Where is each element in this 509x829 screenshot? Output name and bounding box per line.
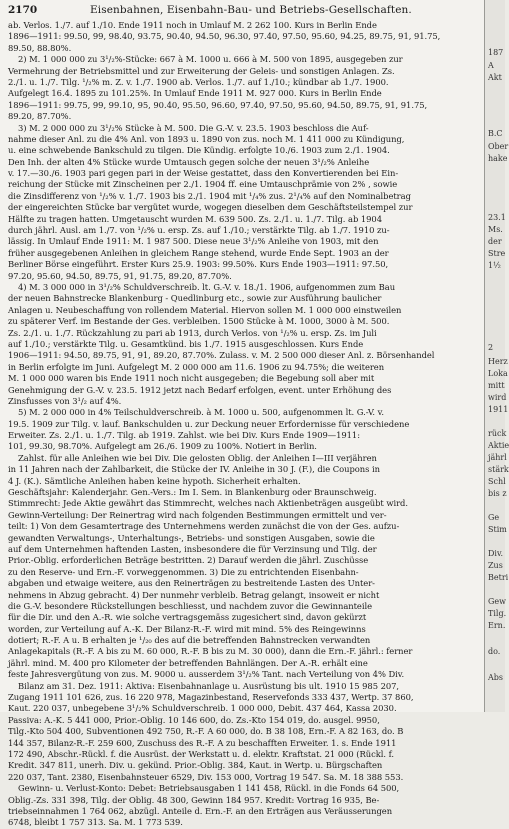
text-line: der eingereichten Stücke bar vergütet wurde, wogegen dieselben dem Geschäftsteilstempel zur	[8, 202, 413, 213]
adjacent-page-fragment: Schl	[488, 477, 506, 486]
text-line: in 11 Jahren nach der Zahlbarkeit, die Stücke der IV. Anleihe in 30 J. (F.), die Coupons in	[8, 464, 380, 475]
text-line: früher ausgegebenen Anleihen in gleichem Range stehend, wurde Ende Sept. 1903 an der	[8, 247, 389, 258]
adjacent-page-fragment: do.	[488, 647, 501, 656]
adjacent-page-fragment: Stre	[488, 249, 506, 258]
text-line: Geschäftsjahr: Kalenderjahr. Gen.-Vers.: Im I. Sem. in Blankenburg oder Braunschweig.	[8, 487, 377, 498]
adjacent-page-fragment: Div.	[488, 549, 504, 558]
text-line: 89.50, 88.80%.	[8, 42, 72, 53]
text-line: Zugang 1911 101 626, zus. 16 220 978, Magazinbestand, Reservefonds 333 437, Wertp. 37 860,	[8, 692, 414, 703]
text-line: Den Inh. der alten 4% Stücke wurde Umtausch gegen solche der neuen 3¹/₂% Anleihe	[8, 156, 370, 167]
text-line: 1906—1911: 94.50, 89.75, 91, 91, 89.20, 87.70%. Zulass. v. M. 2 500 000 dieser Anl. z. Börsenhandel	[8, 350, 435, 361]
text-line: in Berlin erfolgte im Juni. Aufgelegt M. 2 000 000 am 11.6. 1906 zu 94.75%; die weiteren	[8, 361, 385, 372]
text-line: dotiert; R.-F. A u. B erhalten je ¹/₂₀ des auf die betreffenden Bahnstrecken verwandten	[8, 635, 371, 646]
text-line: 89.20, 87.70%.	[8, 111, 72, 122]
text-line: Tilg.-Kto 504 400, Subventionen 492 750, R.-F. A 60 000, do. B 38 108, Ern.-F. A 82 163, do. B	[8, 726, 404, 737]
text-line: 220 037, Tant. 2380, Eisenbahnsteuer 6529, Div. 153 000, Vortrag 19 547. Sa. M. 18 388 553.	[8, 771, 404, 782]
text-line: durch jährl. Ausl. am 1./7. von ¹/₂% u. ersp. Zs. auf 1./10.; verstärkte Tilg. ab 1./7. 1910 zu-	[8, 225, 390, 236]
text-line: Zahlst. für alle Anleihen wie bei Div. Die gelosten Oblig. der Anleihen I—III verjähren	[18, 452, 377, 463]
text-line: Stimmrecht: Jede Aktie gewährt das Stimmrecht, welches nach Aktienbeträgen ausgeübt wird.	[8, 498, 408, 509]
text-line: der neuen Bahnstrecke Blankenburg - Quedlinburg etc., sowie zur Ausführung baulicher	[8, 293, 382, 304]
text-line: worden, zur Verteilung auf A.-K. Der Bilanz-R.-F. wird mit mind. 5% des Reingewinns	[8, 623, 366, 634]
text-line: 172 490, Abschr.-Rückl. f. die Ausrüst. der Werkstatt u. d. elektr. Kraftstat. 21 000 (Rückl. f.	[8, 749, 394, 759]
text-line: zu den Reserve- und Ern.-F. vorweggenommen. 3) Die zu entrichtenden Eisenbahn-	[8, 566, 359, 577]
text-line: jährl. mind. M. 400 pro Kilometer der betreffenden Bahnlängen. Der A.-R. erhält eine	[8, 657, 368, 668]
text-line: Kredit. 347 811, unerh. Div. u. gekünd. Prior.-Oblig. 384, Kaut. in Wertp. u. Bürgschaften	[8, 760, 383, 771]
adjacent-page-fragment: Loka	[488, 369, 508, 378]
adjacent-page-fragment: hake	[488, 154, 508, 163]
adjacent-page-fragment: Akt	[488, 73, 502, 82]
text-line: Anlagen u. Neubeschaffung von rollendem Material. Hiervon sollen M. 1 000 000 einstweilen	[8, 304, 402, 315]
text-line: abgaben und etwaige weitere, aus den Reinerträgen zu bestreitende Lasten des Unter-	[8, 578, 375, 589]
adjacent-page-fragment: B.C	[488, 129, 503, 138]
document-body	[8, 20, 482, 829]
text-line: Zinsfusses von 3¹/₂ auf 4%.	[8, 395, 122, 406]
adjacent-page-fragment: Tilg.	[488, 609, 507, 618]
text-line: auf 1./10.; verstärkte Tilg. u. Gesamtkünd. bis 1./7. 1915 ausgeschlossen. Kurs Ende	[8, 338, 364, 349]
text-line: 97.20, 95.60, 94.50, 89.75, 91, 91.75, 89.20, 87.70%.	[8, 270, 232, 281]
page-header	[8, 3, 484, 17]
text-line: Anlagekapitals (R.-F. A bis zu M. 60 000, R.-F. B bis zu M. 30 000), dann die Ern.-F. jährl.: ferner	[8, 646, 413, 657]
text-line: 3) M. 2 000 000 zu 3¹/₂% Stücke à M. 500. Die G.-V. v. 23.5. 1903 beschloss die Auf-	[18, 122, 369, 133]
text-line: zu späterer Verf. im Bestande der Ges. verbleiben. 1500 Stücke à M. 1000, 3000 à M. 500.	[8, 316, 390, 327]
text-line: v. 17.—30./6. 1903 pari gegen pari in der Weise gestattet, dass den Konvertierenden bei Ein-	[8, 168, 399, 179]
text-line: 6748, bleibt 1 757 313. Sa. M. 1 773 539.	[8, 817, 183, 828]
adjacent-page-fragment: wird	[488, 393, 507, 402]
adjacent-page-fragment: Betri	[488, 573, 509, 582]
text-line: 4) M. 3 000 000 in 3¹/₂% Schuldverschreib. lt. G.-V. v. 18./1. 1906, aufgenommen zum Bau	[18, 281, 396, 292]
text-line: 2./1. u. 1./7. Tilg. ¹/₂% m. Z. v. 1./7. 1900 ab. Verlos. 1./7. auf 1./10.; kündbar ab 1./7. 1900.	[8, 76, 389, 87]
text-line: ab. Verlos. 1./7. auf 1./10. Ende 1911 noch in Umlauf M. 2 262 100. Kurs in Berlin Ende	[8, 20, 377, 30]
text-line: triebseinnahmen 1 764 062, abzügl. Anteile d. Ern.-F. an den Erträgen aus Veräusserungen	[8, 805, 393, 816]
text-line: Kaut. 220 037, unbegebene 3¹/₂% Schuldverschreib. 1 000 000, Debit. 437 464, Kassa 2030.	[8, 703, 397, 714]
page-number: 2170	[8, 4, 38, 16]
text-line: Hälfte zu tragen hatten. Umgetauscht wurden M. 639 500. Zs. 2./1. u. 1./7. Tilg. ab 1904	[8, 213, 382, 224]
text-line: Berliner Börse eingeführt. Erster Kurs 25.9. 1903: 99.50%. Kurs Ende 1903—1911: 97.50,	[8, 259, 389, 270]
text-line: feste Jahresvergütung von zus. M. 9000 u. ausserdem 3¹/₂% Tant. nach Verteilung von 4% Div.	[8, 669, 405, 680]
adjacent-page-fragment: Zus	[488, 561, 503, 570]
running-title: Eisenbahnen, Eisenbahn-Bau- und Betriebs-Gesellschaften.	[90, 4, 412, 16]
adjacent-page-fragment: stärk	[488, 465, 509, 474]
adjacent-page-fragment: Abs	[488, 673, 504, 682]
text-line: Aufgelegt 16.4. 1895 zu 101.25%. In Umlauf Ende 1911 M. 927 000. Kurs in Berlin Ende	[8, 88, 382, 99]
text-line: u. eine schwebende Bankschuld zu tilgen. Die Kündig. erfolgte 10./6. 1903 zum 2./1. 1904.	[8, 145, 390, 156]
adjacent-page-fragment: 1911	[488, 405, 509, 414]
text-line: teilt: 1) Von dem Gesamtertrage des Unternehmens werden zunächst die von der Ges. aufzu-	[8, 521, 400, 532]
adjacent-page-fragment: Stim	[488, 525, 507, 534]
adjacent-page-fragment: A	[488, 61, 494, 70]
text-line: nehmens in Abzug gebracht. 4) Der nunmehr verbleib. Betrag gelangt, insoweit er nicht	[8, 589, 380, 600]
text-line: Oblig.-Zs. 331 398, Tilg. der Oblig. 48 300, Gewinn 184 957. Kredit: Vortrag 16 935, Be-	[8, 794, 380, 805]
adjacent-page-fragment: Ge	[488, 513, 500, 522]
text-line: 101, 99.30, 98.70%. Aufgelegt am 26./6. 1909 zu 100%. Notiert in Berlin.	[8, 441, 317, 452]
adjacent-page-fragment: 1½	[488, 261, 501, 270]
text-line: 19.5. 1909 zur Tilg. v. lauf. Bankschulden u. zur Deckung neuer Erfordernisse für verschiedene	[8, 418, 410, 429]
adjacent-page-edge	[484, 0, 509, 712]
text-line: die G.-V. besondere Rückstellungen beschliesst, und nachdem zuvor die Gewinnanteile	[8, 600, 372, 611]
text-line: auf dem Unternehmen haftenden Lasten, insbesondere die für Verzinsung und Tilg. der	[8, 543, 377, 554]
adjacent-page-fragment: Ms.	[488, 225, 503, 234]
adjacent-page-fragment: 2	[488, 343, 494, 352]
text-line: Prior.-Oblig. erforderlichen Beträge bestritten. 2) Darauf werden die jährl. Zuschüsse	[8, 555, 369, 566]
text-line: Zs. 2./1. u. 1./7. Rückzahlung zu pari ab 1913, durch Verlos. von ¹/₂% u. ersp. Zs. im Juli	[8, 327, 377, 338]
text-line: Gewinn- u. Verlust-Konto: Debet: Betriebsausgaben 1 141 458, Rückl. in die Fonds 64 500,	[18, 783, 400, 794]
text-line: Bilanz am 31. Dez. 1911: Aktiva: Eisenbahnanlage u. Ausrüstung bis ult. 1910 15 985 207,	[18, 680, 400, 691]
adjacent-page-fragment: mitt	[488, 381, 505, 390]
adjacent-page-fragment: Ern.	[488, 621, 506, 630]
text-line: 144 357, Bilanz-R.-F. 259 600, Zuschuss des R.-F. A zu beschafften Erweiter. 1. s. Ende 1911	[8, 737, 397, 748]
adjacent-page-fragment: jährl	[488, 453, 507, 462]
text-line: gewandten Verwaltungs-, Unterhaltungs-, Betriebs- und sonstigen Ausgaben, sowie die	[8, 532, 375, 543]
text-line: reichung der Stücke mit Zinscheinen per 2./1. 1904 ff. eine Umtauschprämie von 2% , sowie	[8, 179, 398, 190]
adjacent-page-fragment: Aktie	[488, 441, 509, 450]
adjacent-page-fragment: Gew	[488, 597, 506, 606]
adjacent-page-fragment: Ober	[488, 142, 509, 151]
text-line: Genehmigung der G.-V. v. 23.5. 1912 jetzt nach Bedarf erfolgen, event. unter Erhöhung des	[8, 384, 392, 395]
adjacent-page-fragment: rück	[488, 429, 507, 438]
adjacent-page-fragment: 187	[488, 48, 504, 57]
text-line: nahme dieser Anl. zu die 4% Anl. von 1893 u. 1890 von zus. noch M. 1 411 000 zu Kündigung,	[8, 133, 405, 144]
adjacent-page-fragment: Herz	[488, 357, 508, 366]
text-line: die Zinsdifferenz von ¹/₂% v. 1./7. 1903 bis 2./1. 1904 mit ¹/₄% zus. 2¹/₄% auf den Nominalbetrag	[8, 190, 411, 201]
adjacent-page-fragment: bis z	[488, 489, 507, 498]
adjacent-page-fragment: der	[488, 237, 502, 246]
text-line: 5) M. 2 000 000 in 4% Teilschuldverschreib. à M. 1000 u. 500, aufgenommen lt. G.-V. v.	[18, 407, 384, 418]
text-line: Gewinn-Verteilung: Der Reinertrag wird nach folgenden Bestimmungen ermittelt und ver-	[8, 509, 387, 520]
text-line: Vermehrung der Betriebsmittel und zur Erweiterung der Geleis- und sonstigen Anlagen. Zs.	[8, 65, 395, 76]
adjacent-page-fragment: 23.1	[488, 213, 506, 222]
text-line: Erweiter. Zs. 2./1. u. 1./7. Tilg. ab 1919. Zahlst. wie bei Div. Kurs Ende 1909—1911:	[8, 430, 360, 441]
text-line: 1896—1911: 99.75, 99, 99.10, 95, 90.40, 95.50, 96.60, 97.40, 97.50, 95.60, 94.50, 89.75, 91, 91.75,	[8, 99, 428, 110]
text-line: 2) M. 1 000 000 zu 3¹/₂%-Stücke: 667 à M. 1000 u. 666 à M. 500 von 1895, ausgegeben zur	[18, 54, 403, 65]
text-line: 1896—1911: 99.50, 99, 98.40, 93.75, 90.40, 94.50, 96.30, 97.40, 97.50, 95.60, 94.25, 89.75, 91, 91.75,	[8, 31, 441, 42]
text-line: M. 1 000 000 waren bis Ende 1911 noch nicht ausgegeben; die Begebung soll aber mit	[8, 373, 375, 384]
text-line: für die Dir. und den A.-R. wie solche vertragsgemäss zugesichert sind, davon gekürzt	[8, 612, 367, 623]
text-line: 4 J. (K.). Sämtliche Anleihen haben keine hypoth. Sicherheit erhalten.	[8, 475, 301, 486]
text-line: lässig. In Umlauf Ende 1911: M. 1 987 500. Diese neue 3¹/₂% Anleihe von 1903, mit den	[8, 236, 379, 247]
text-line: Passiva: A.-K. 5 441 000, Prior.-Oblig. 10 146 600, do. Zs.-Kto 154 019, do. ausgel. 9950,	[8, 714, 380, 725]
